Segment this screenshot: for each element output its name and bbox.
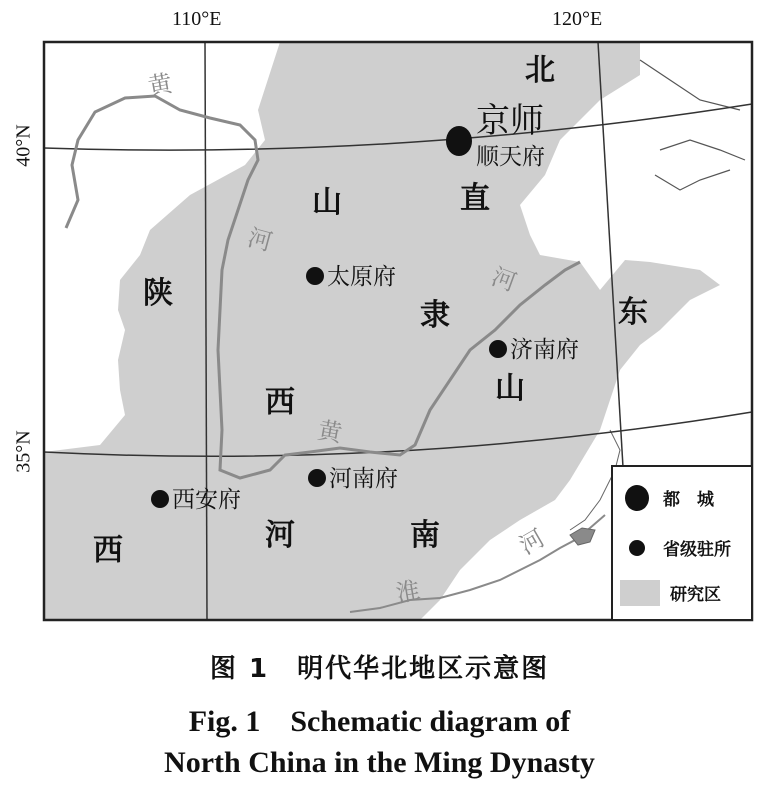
legend-provincial-label: 省级驻所 <box>663 540 731 560</box>
river-label-he-right: 河 <box>487 262 521 297</box>
river-label-he-east: 河 <box>514 523 550 561</box>
legend-capital-symbol <box>625 485 649 511</box>
caption-chinese: 图 1 明代华北地区示意图 <box>209 654 550 684</box>
caption-english-line1: Fig. 1 Schematic diagram of <box>188 705 571 738</box>
river-label-he-upper: 河 <box>244 223 276 257</box>
label-li: 隶 <box>420 298 450 333</box>
city-marker-taiyuan <box>306 267 324 285</box>
legend-capital-label: 都 城 <box>663 490 714 510</box>
city-marker-henan <box>308 469 326 487</box>
legend-provincial-symbol <box>629 540 645 556</box>
river-label-huang-mid: 黄 <box>315 416 345 448</box>
label-taiyuanfu: 太原府 <box>327 264 396 290</box>
label-dong: 东 <box>618 295 648 330</box>
river-label-huai: 淮 <box>393 576 423 608</box>
label-shan-top: 山 <box>312 185 342 220</box>
label-xi-mid: 西 <box>265 385 295 420</box>
coastline-northeast <box>640 60 745 190</box>
label-nan: 南 <box>410 518 440 553</box>
capital-marker-beijing <box>446 126 472 156</box>
label-shan-sd: 山 <box>495 371 525 406</box>
label-jinanfu: 济南府 <box>510 337 579 363</box>
label-he-low: 河 <box>265 518 295 553</box>
label-bei: 北 <box>525 53 555 88</box>
river-estuary <box>570 528 595 545</box>
legend-study-area-label: 研究区 <box>670 585 721 605</box>
latitude-tick-35: 35°N <box>12 430 35 473</box>
legend <box>612 466 752 620</box>
caption-english-line2: North China in the Ming Dynasty <box>164 746 595 779</box>
label-jingshi: 京师 <box>476 101 544 141</box>
label-zhi: 直 <box>460 181 490 216</box>
city-marker-xian <box>151 490 169 508</box>
label-shuntianfu: 顺天府 <box>476 144 545 170</box>
river-label-huang-top: 黄 <box>145 69 175 101</box>
city-marker-jinan <box>489 340 507 358</box>
longitude-tick-110: 110°E <box>172 8 222 30</box>
latitude-tick-40: 40°N <box>12 124 35 167</box>
label-xi-low: 西 <box>93 533 123 568</box>
label-shaan: 陕 <box>143 276 173 311</box>
legend-study-area-swatch <box>620 580 660 606</box>
label-xianfu: 西安府 <box>172 487 241 513</box>
label-henanfu: 河南府 <box>329 466 398 492</box>
longitude-tick-120: 120°E <box>552 8 603 30</box>
